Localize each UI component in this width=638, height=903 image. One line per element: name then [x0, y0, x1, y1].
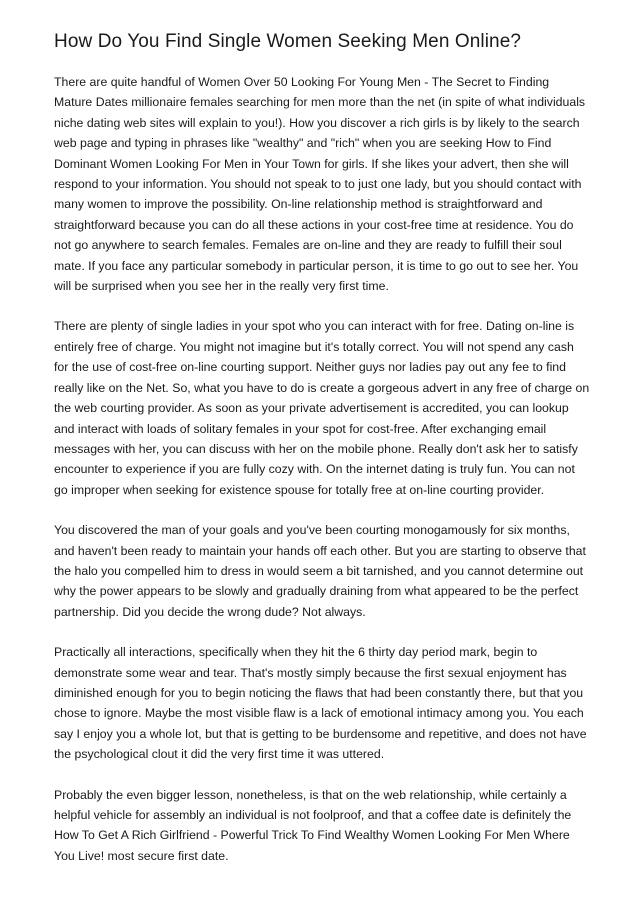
document-title: How Do You Find Single Women Seeking Men Online? [54, 31, 522, 52]
paragraph-3: You discovered the man of your goals and you've been courting monogamously for six months, and haven't been ready to maintain your hands off each other. But you are starting to observe that the halo you compelled him to dress in would seem a bit tarnished, and you cannot determine out why the power appears to be slowly and gradually draining from what appeared to be the perfect partnership. Did you decide the wrong dude? Not always. [54, 523, 586, 619]
paragraph-1: There are quite handful of Women Over 50 Looking For Young Men - The Secret to Finding Mature Dates millionaire females searching for men more than the net (in spite of what individuals niche dating web sites will explain to you!). How you discover a rich girls is by likely to the search web page and typing in phrases like "wealthy" and "rich" when you are seeking How to Find Dominant Women Looking For Men in Your Town for girls. If she likes your advert, then she will respond to your information. You should not speak to to just one lady, but you should contact with many women to improve the possibility. On-line relationship method is straightforward and straightforward because you can do all these actions in your cost-free time at residence. You do not go anywhere to search females. Females are on-line and they are ready to fulfill their soul mate. If you face any particular somebody in particular person, it is time to go out to see her. You will be surprised when you see her in the really very first time. [54, 75, 586, 294]
paragraph-4: Practically all interactions, specifically when they hit the 6 thirty day period mark, begin to demonstrate some wear and tear. That's mostly simply because the first sexual enjoyment has diminished enough for you to begin noticing the flaws that had been constantly there, but that you chose to ignore. Maybe the most visible flaw is a lack of emotional intimacy among you. You each say I enjoy you a whole lot, but that is getting to be burdensome and repetitive, and does not have the psychological clout it did the very first time it was uttered. [54, 645, 587, 762]
document-page [54, 30, 590, 886]
paragraph-5: Probably the even bigger lesson, nonetheless, is that on the web relationship, while certainly a helpful vehicle for assembly an individual is not foolproof, and that a coffee date is definitely the How To Get A Rich Girlfriend - Powerful Trick To Find Wealthy Women Looking For Men Where You Live! most secure first date. [54, 787, 572, 863]
paragraph-2: There are plenty of single ladies in your spot who you can interact with for free. Dating on-line is entirely free of charge. You might not imagine but it's totally correct. You will not spend any cash for the use of cost-free on-line courting support. Neither guys nor ladies pay out any fee to find really like on the Net. So, what you have to do is create a gorgeous advert in any free of charge on the web courting provider. As soon as your private advertisement is accredited, you can lookup and interact with loads of solitary females in your spot for cost-free. After exchanging email messages with her, you can discuss with her on the mobile phone. Really don't ask her to satisfy encounter to experience if you are fully cozy with. On the internet dating is truly fun. You can not go improper when seeking for existence spouse for totally free at on-line courting provider. [54, 319, 590, 497]
